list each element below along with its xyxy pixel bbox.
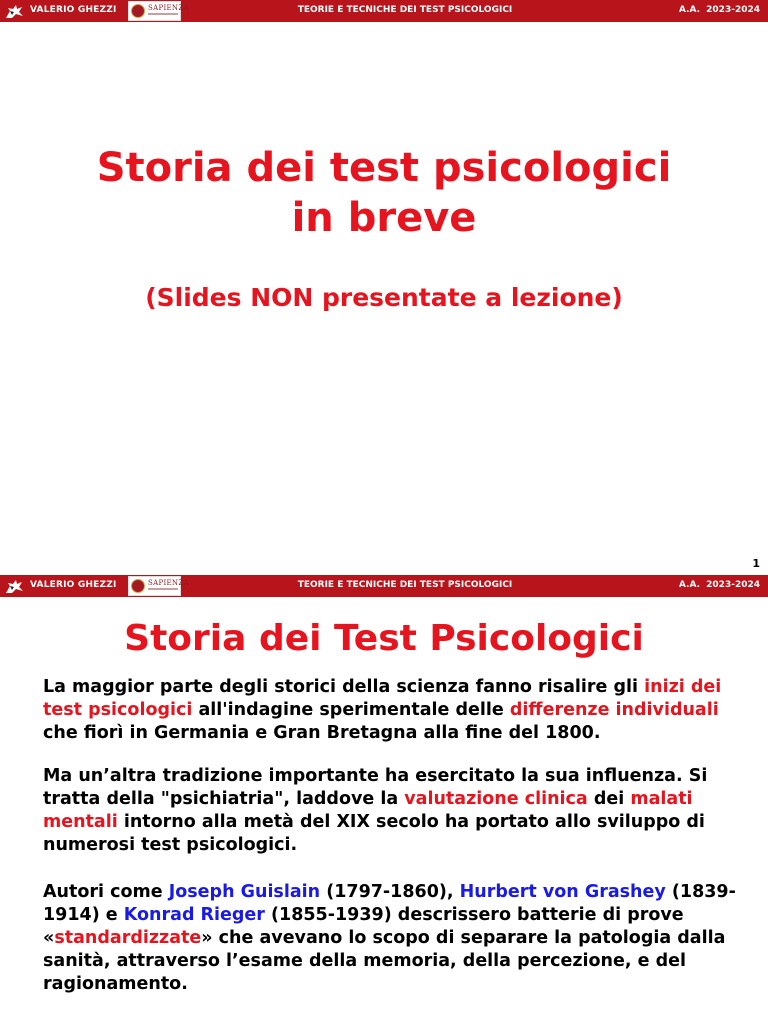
course-title: TEORIE E TECNICHE DEI TEST PSICOLOGICI <box>297 580 513 590</box>
university-logo <box>128 1 189 21</box>
slide-subtitle: (Slides NON presentate a lezione) <box>145 283 623 312</box>
sapienza-pegasus-icon <box>4 2 26 20</box>
academic-year: A.A. 2023-2024 <box>678 5 760 15</box>
paragraph-1: La maggior parte degli storici della scienza fanno risalire gli inizi dei test psicologici all'indagine sperimentale delle differenze individuali che fiorì in Germania e Gran Bretagna alla fine del 1800. <box>43 677 722 743</box>
course-title: TEORIE E TECNICHE DEI TEST PSICOLOGICI <box>297 5 513 15</box>
paragraph-3: Autori come Joseph Guislain (1797-1860), Hurbert von Grashey (1839-1914) e Konrad Rieger (1855-1939) descrissero batterie di prove «standardizzate» che avevano lo scopo di separare la patologia dalla sanità, attraverso l’esame della memoria, della percezione, e del ragionamento. <box>43 882 736 994</box>
sapienza-pegasus-icon <box>4 577 26 595</box>
university-logo-text: SAPIENZA <box>148 579 189 587</box>
author-highlight: Joseph Guislain <box>168 882 321 902</box>
cropped-text-line <box>300 1017 500 1024</box>
highlight-term: standardizzate <box>54 928 202 948</box>
paragraph-2: Ma un’altra tradizione importante ha esercitato la sua influenza. Si tratta della "psichiatria", laddove la valutazione clinica dei malati mentali intorno alla metà del XIX secolo ha portato allo sviluppo di numerosi test psicologici. <box>43 766 708 855</box>
slide-title-line-2: in breve <box>291 195 477 241</box>
highlight-term: malati mentali <box>43 789 693 832</box>
university-logo <box>128 576 189 596</box>
slide-title-line-1: Storia dei test psicologici <box>96 145 672 191</box>
highlight-term: valutazione clinica <box>404 789 588 809</box>
author-highlight: Hurbert von Grashey <box>459 882 666 902</box>
author-name: VALERIO GHEZZI <box>30 5 117 15</box>
slide-2 <box>0 575 768 1024</box>
author-name: VALERIO GHEZZI <box>30 580 117 590</box>
highlight-term: differenze individuali <box>509 700 719 720</box>
university-seal-icon <box>131 579 145 593</box>
university-logo-text: SAPIENZA <box>148 4 189 12</box>
slide-header <box>0 575 768 597</box>
author-highlight: Konrad Rieger <box>123 905 265 925</box>
highlight-term: inizi dei test psicologici <box>43 677 722 720</box>
page-number: 1 <box>752 557 760 570</box>
university-seal-icon <box>131 4 145 18</box>
academic-year: A.A. 2023-2024 <box>678 580 760 590</box>
slide-header <box>0 0 768 22</box>
slide-title: Storia dei Test Psicologici <box>124 618 644 659</box>
